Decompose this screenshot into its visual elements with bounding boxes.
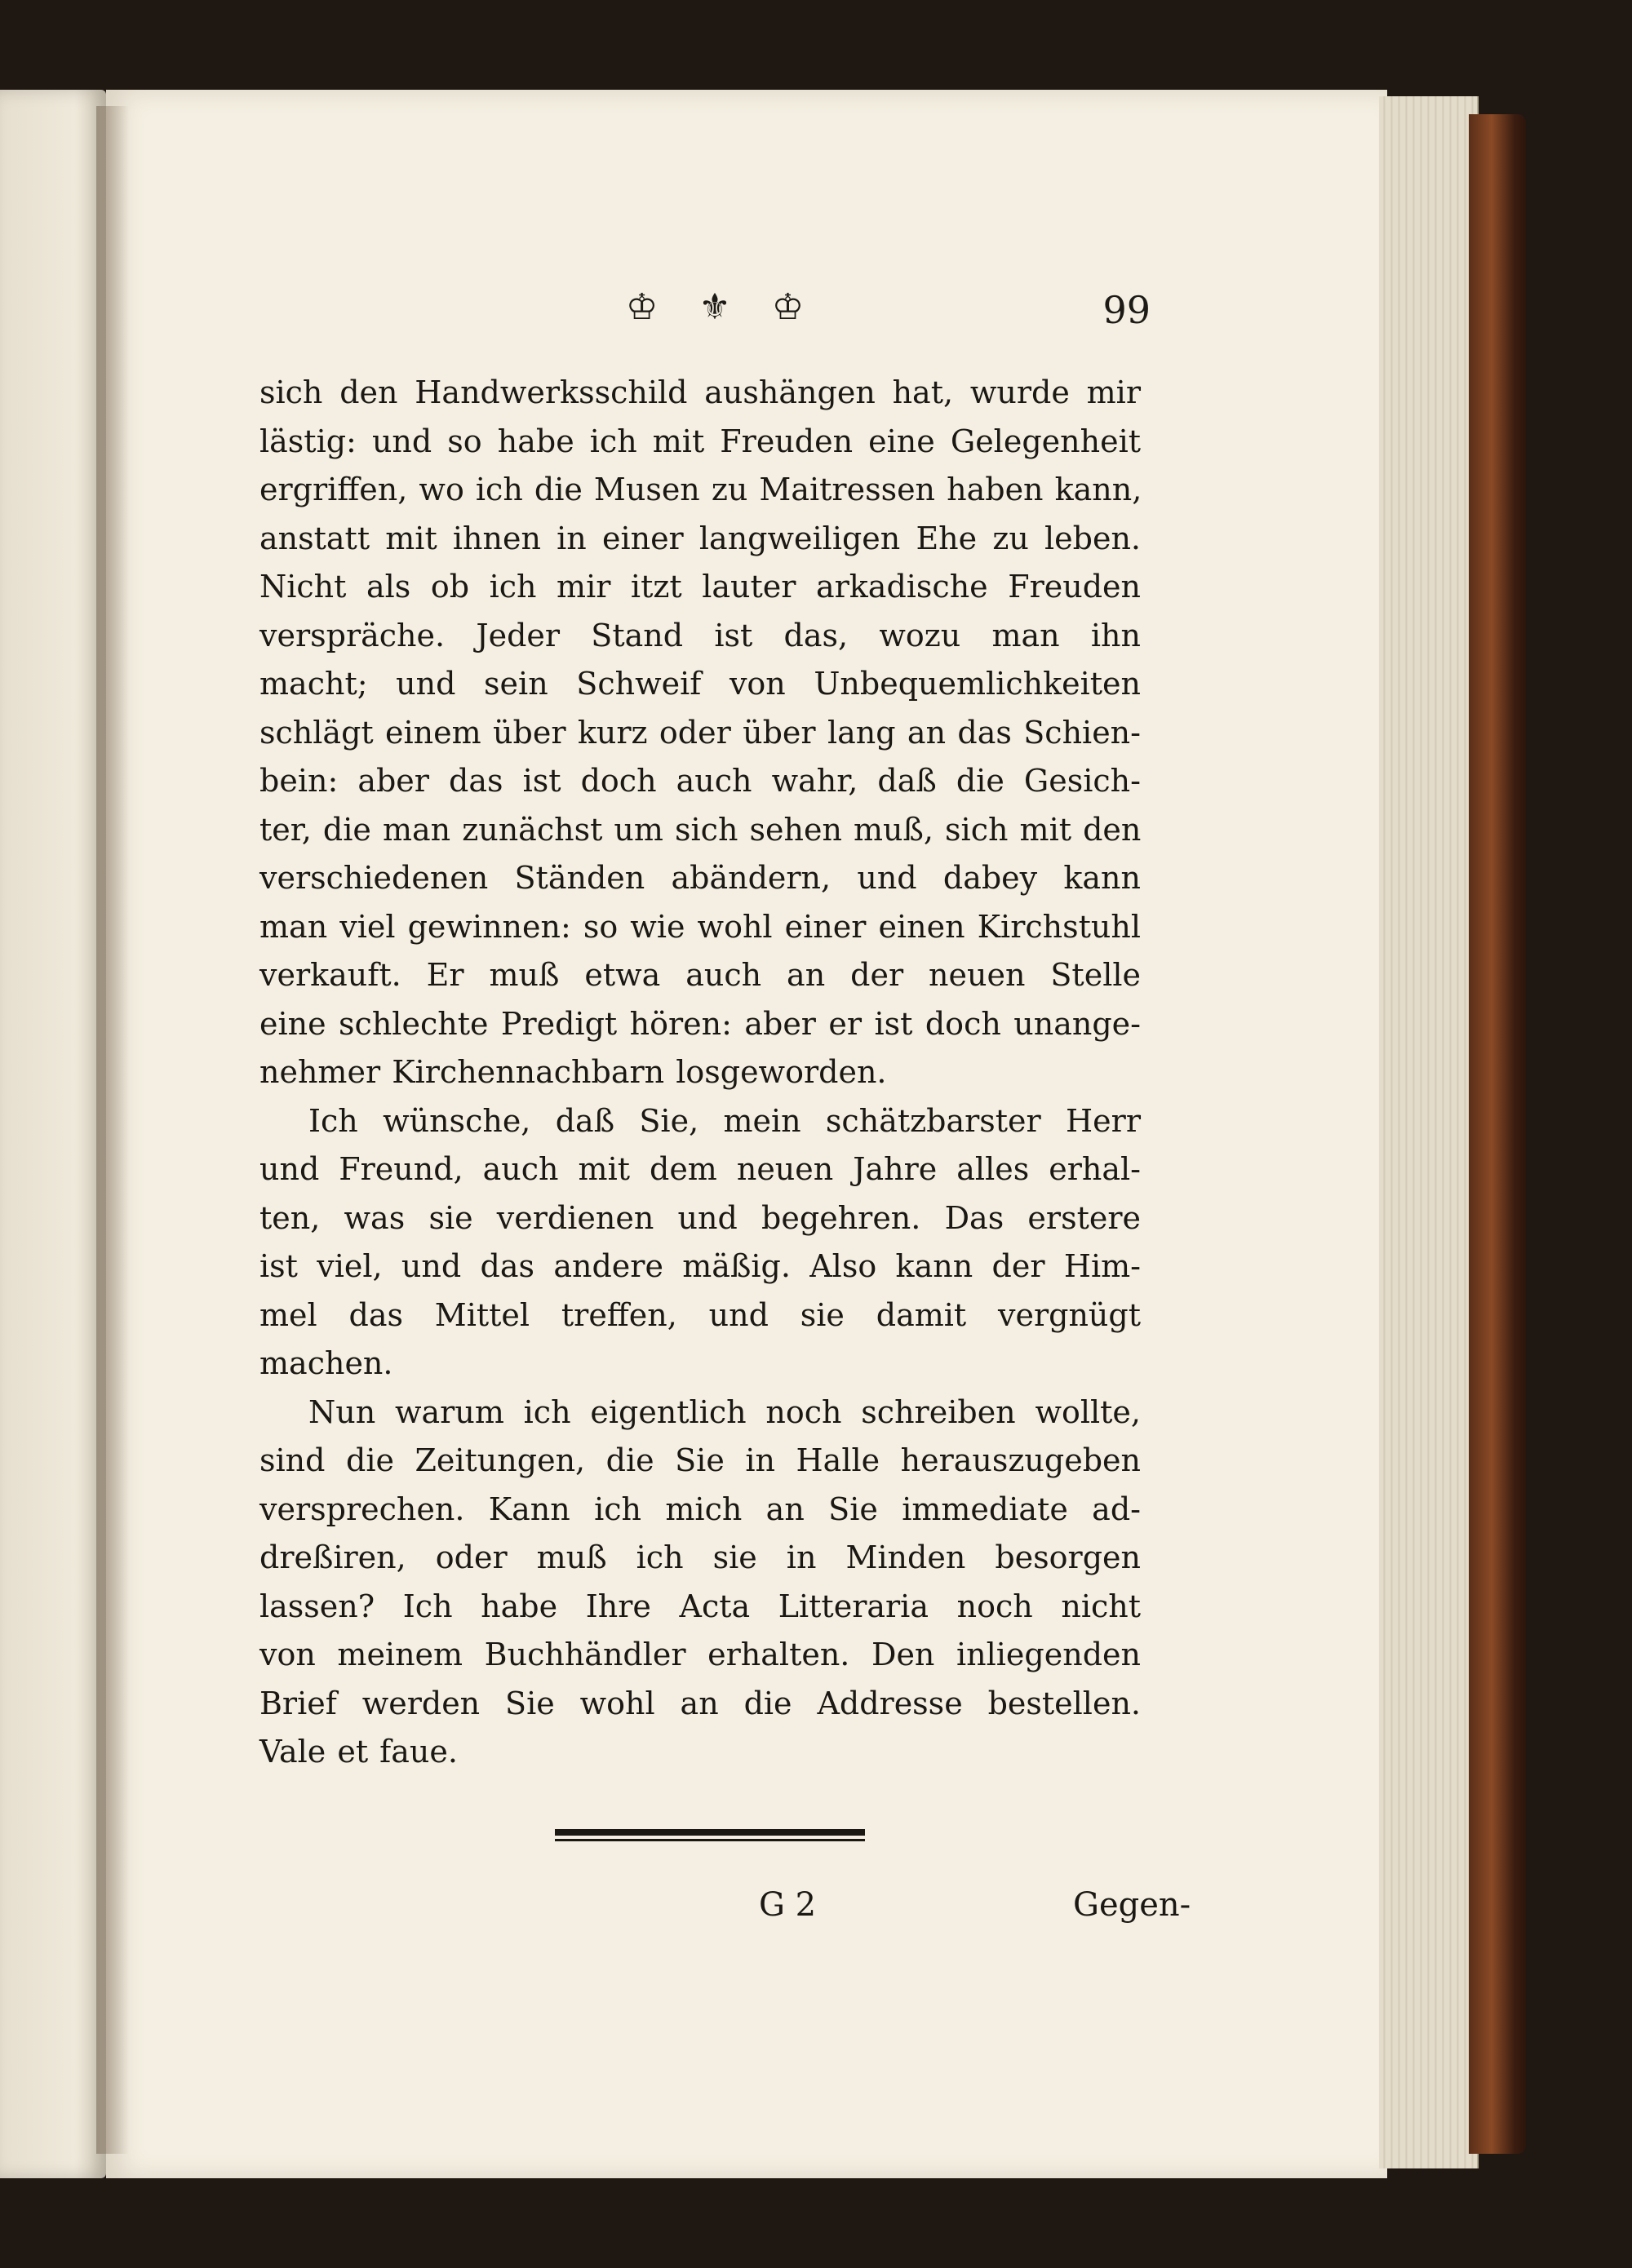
text-line: lästig: und so habe ich mit Freuden eine Gelegenheit bbox=[259, 423, 1141, 459]
page-block-edges bbox=[1379, 96, 1479, 2168]
text-line: man viel gewinnen: so wie wohl einer einen Kirchstuhl bbox=[259, 908, 1141, 945]
text-line: Nun warum ich eigentlich noch schreiben wollte, bbox=[308, 1393, 1141, 1430]
text-line: Ich wünsche, daß Sie, mein schätzbarster Herr bbox=[308, 1102, 1141, 1139]
text-line: nehmer Kirchennachbarn losgeworden. bbox=[259, 1054, 887, 1090]
catchword: Gegen- bbox=[1073, 1886, 1191, 1924]
text-line: Brief werden Sie wohl an die Addresse bestellen. bbox=[259, 1685, 1141, 1721]
page-header bbox=[106, 277, 1387, 343]
rule-thin bbox=[555, 1839, 865, 1841]
text-line: mel das Mittel treffen, und sie damit vergnügt bbox=[259, 1296, 1141, 1333]
text-line: lassen? Ich habe Ihre Acta Litteraria noch nicht bbox=[259, 1588, 1141, 1624]
text-line: von meinem Buchhändler erhalten. Den inliegenden bbox=[259, 1637, 1141, 1672]
text-line: ergriffen, wo ich die Musen zu Maitressen haben kann, bbox=[259, 472, 1142, 507]
facing-page-edge bbox=[0, 90, 106, 2178]
text-line: ter, die man zunächst um sich sehen muß, sich mit den bbox=[259, 811, 1142, 848]
text-line: verspräche. Jeder Stand ist das, wozu man ihn bbox=[259, 617, 1141, 653]
page-footer bbox=[106, 1876, 1387, 1934]
text-line: ist viel, und das andere mäßig. Also kann der Him- bbox=[259, 1248, 1141, 1284]
leather-cover bbox=[1469, 114, 1526, 2154]
page-number: 99 bbox=[1102, 288, 1151, 332]
book-gutter bbox=[96, 106, 129, 2154]
text-line: verschiedenen Ständen abändern, und dabey kann bbox=[259, 860, 1141, 896]
text-line: macht; und sein Schweif von Unbequemlichkeiten bbox=[259, 666, 1141, 702]
text-line: sind die Zeitungen, die Sie in Halle herauszugeben bbox=[259, 1442, 1141, 1478]
text-line: Vale et faue. bbox=[259, 1734, 458, 1770]
text-line: eine schlechte Predigt hören: aber er ist doch unange- bbox=[259, 1005, 1141, 1042]
text-line: anstatt mit ihnen in einer langweiligen Ehe zu leben. bbox=[259, 520, 1141, 556]
text-line: bein: aber das ist doch auch wahr, daß die Gesich- bbox=[259, 763, 1141, 799]
text-line: sich den Handwerksschild aushängen hat, wurde mir bbox=[259, 374, 1141, 410]
closing-rule bbox=[555, 1829, 865, 1844]
text-line: ten, was sie verdienen und begehren. Das erstere bbox=[259, 1199, 1141, 1236]
text-line: und Freund, auch mit dem neuen Jahre alles erhal- bbox=[259, 1151, 1141, 1187]
text-line: Nicht als ob ich mir itzt lauter arkadische Freuden bbox=[259, 569, 1141, 605]
text-line: dreßiren, oder muß ich sie in Minden besorgen bbox=[259, 1539, 1141, 1575]
text-line: schlägt einem über kurz oder über lang an das Schien- bbox=[259, 714, 1141, 751]
rule-thick bbox=[555, 1829, 865, 1836]
text-line: machen. bbox=[259, 1345, 393, 1381]
text-block bbox=[259, 369, 1141, 1777]
text-line: versprechen. Kann ich mich an Sie immediate ad- bbox=[259, 1491, 1141, 1527]
crown-ornament-icon: ♔ ⚜ ♔ bbox=[625, 286, 819, 328]
text-line: verkauft. Er muß etwa auch an der neuen Stelle bbox=[259, 957, 1141, 993]
signature-mark: G 2 bbox=[759, 1886, 817, 1924]
